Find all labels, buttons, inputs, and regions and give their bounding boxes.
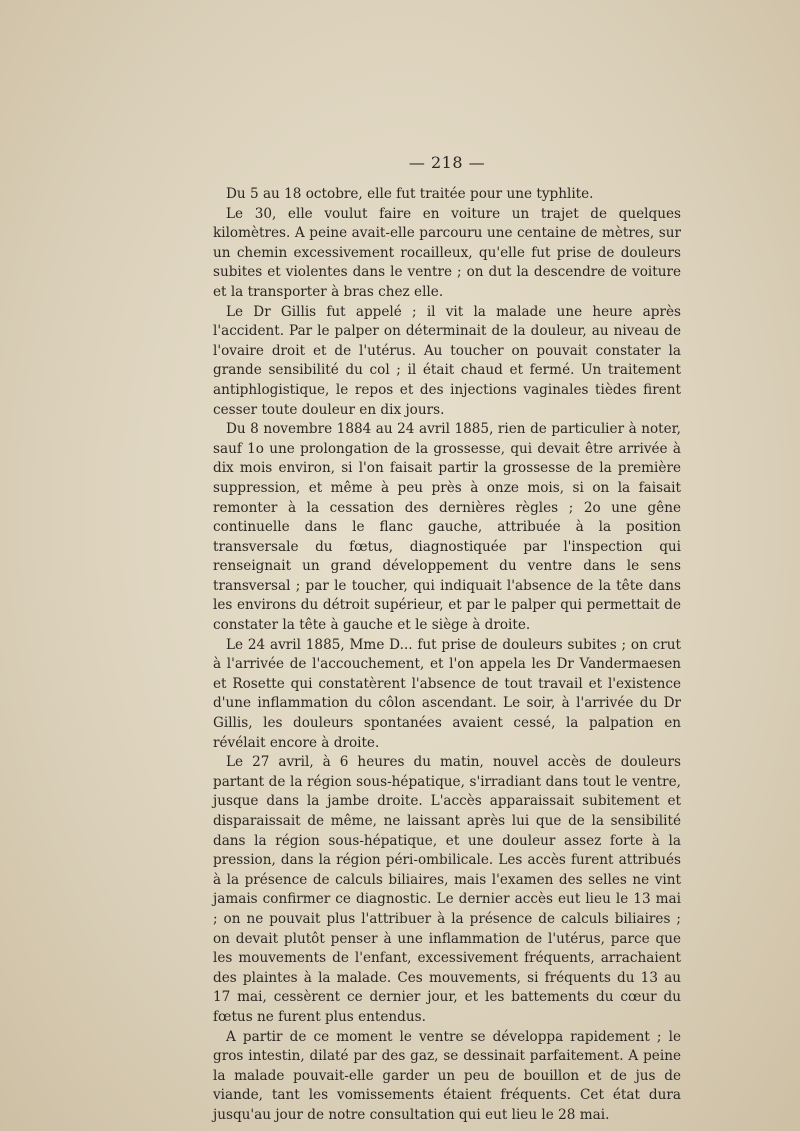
paragraph-7: A partir de ce moment le ventre se développa rapidement ; le gros intestin, dilaté par des gaz, se dessinait parfaitement. A peine la malade pouvait-elle garder un peu de bouillon et de jus de viande, tant les vomissements étaient fréquents. Cet état dura jusqu'au jour de notre consultation qui eut lieu le 28 mai. bbox=[213, 1028, 681, 1123]
paragraph-1: Du 5 au 18 octobre, elle fut traitée pour une typhlite. bbox=[226, 186, 594, 202]
paragraph-6: Le 27 avril, à 6 heures du matin, nouvel accès de douleurs partant de la région sous-hépatique, s'irradiant dans tout le ventre, jusque dans la jambe droite. L'accès apparaissait subitement et disparaissait de même, ne laissant après lui que de la sensibilité dans la région sous-hépatique, et une douleur assez forte à la pression, dans la région péri-ombilicale. Les accès furent attribués à la présence de calculs biliaires, mais l'examen des selles ne vint jamais confirmer ce diagnostic. Le dernier accès eut lieu le 13 mai ; on ne pouvait plus l'attribuer à la présence de calculs biliaires ; on devait plutôt penser à une inflammation de l'utérus, parce que les mouvements de l'enfant, excessivement fréquents, arrachaient des plaintes à la malade. Ces mouvements, si fréquents du 13 au 17 mai, cessèrent ce dernier jour, et les battements du cœur du fœtus ne furent plus entendus. bbox=[213, 754, 681, 1025]
page-number: — 218 — bbox=[408, 153, 486, 172]
paragraph-2: Le 30, elle voulut faire en voiture un trajet de quelques kilomètres. A peine avait-elle parcouru une centaine de mètres, sur un chemin excessivement rocailleux, qu'elle fut prise de douleurs subites et violentes dans le ventre ; on dut la descendre de voiture et la transporter à bras chez elle. bbox=[213, 205, 681, 300]
paragraph-5: Le 24 avril 1885, Mme D... fut prise de douleurs subites ; on crut à l'arrivée de l'accouchement, et l'on appela les Dr Vandermaesen et Rosette qui constatèrent l'absence de tout travail et l'existence d'une inflammation du côlon ascendant. Le soir, à l'arrivée du Dr Gillis, les douleurs spontanées avaient cessé, la palpation en révélait encore à droite. bbox=[213, 636, 681, 751]
paragraph-3: Le Dr Gillis fut appelé ; il vit la malade une heure après l'accident. Par le palper on déterminait de la douleur, au niveau de l'ovaire droit et de l'utérus. Au toucher on pouvait constater la grande sensibilité du col ; il était chaud et fermé. Un traitement antiphlogistique, le repos et des injections vaginales tièdes firent cesser toute douleur en dix jours. bbox=[213, 303, 681, 418]
text-block bbox=[213, 153, 681, 1126]
paragraph-4: Du 8 novembre 1884 au 24 avril 1885, rien de particulier à noter, sauf 1o une prolongation de la grossesse, qui devait être arrivée à dix mois environ, si l'on faisait partir la grossesse de la première suppression, et même à peu près à onze mois, si on la faisait remonter à la cessation des dernières règles ; 2o une gêne continuelle dans le flanc gauche, attribuée à la position transversale du fœtus, diagnostiquée par l'inspection qui renseignait un grand développement du ventre dans le sens transversal ; par le toucher, qui indiquait l'absence de la tête dans les environs du détroit supérieur, et par le palper qui permettait de constater la tête à gauche et le siège à droite. bbox=[213, 421, 681, 634]
